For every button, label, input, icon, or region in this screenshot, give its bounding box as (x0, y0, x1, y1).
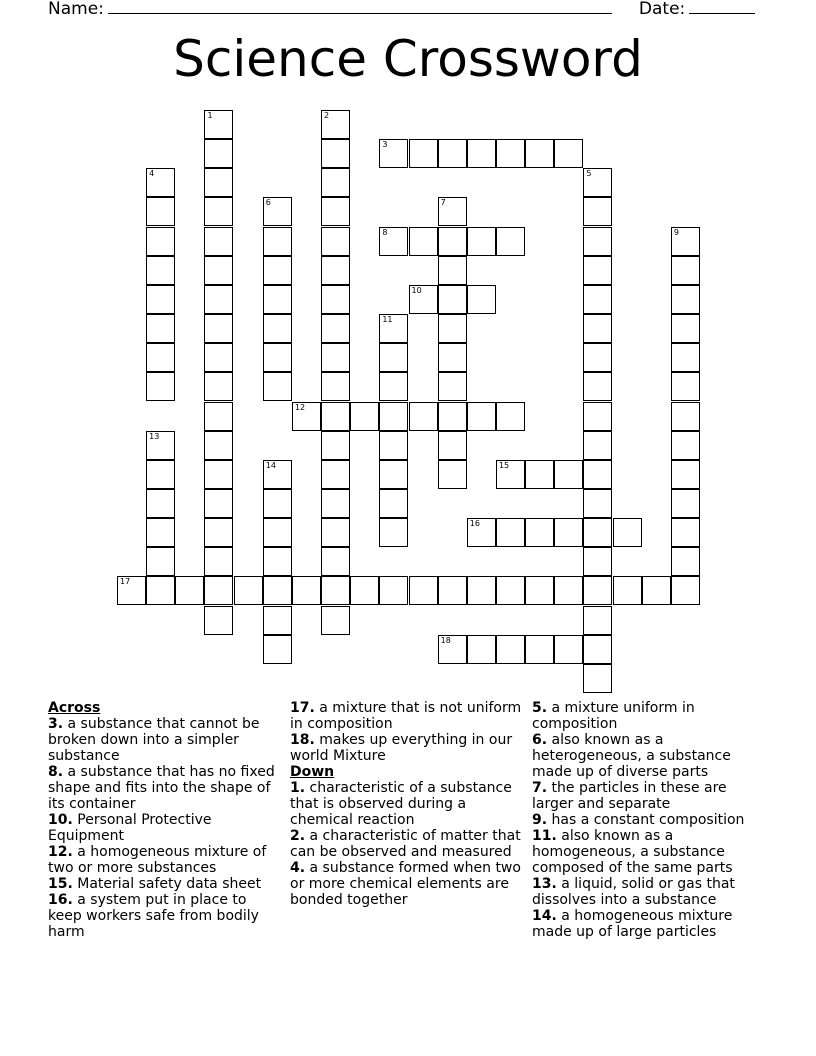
crossword-cell[interactable] (583, 372, 612, 401)
crossword-cell[interactable] (671, 431, 700, 460)
crossword-cell[interactable] (204, 460, 233, 489)
crossword-cell[interactable] (204, 431, 233, 460)
cell-number: 9 (673, 227, 679, 237)
crossword-cell[interactable] (321, 227, 350, 256)
crossword-cell[interactable] (467, 576, 496, 605)
crossword-cell[interactable] (146, 431, 175, 460)
crossword-cell[interactable] (583, 635, 612, 664)
crossword-cell[interactable] (146, 168, 175, 197)
cell-number: 5 (586, 169, 592, 179)
crossword-cell[interactable] (438, 635, 467, 664)
crossword-cell[interactable] (379, 460, 408, 489)
clue-text: also known as a homogeneous, a substance composed of the same parts (532, 828, 733, 876)
crossword-cell[interactable] (467, 518, 496, 547)
crossword-cell[interactable] (525, 460, 554, 489)
crossword-cell[interactable] (204, 256, 233, 285)
clue-number: 5. (532, 700, 548, 716)
clue-number: 1. (290, 780, 306, 796)
clue-number: 6. (532, 732, 548, 748)
crossword-cell[interactable] (496, 402, 525, 431)
cell-number: 12 (294, 402, 306, 412)
crossword-cell[interactable] (175, 576, 204, 605)
crossword-cell[interactable] (467, 227, 496, 256)
clue-number: 17. (290, 700, 315, 716)
clue-number: 12. (48, 844, 73, 860)
crossword-cell[interactable] (117, 576, 146, 605)
crossword-cell[interactable] (525, 576, 554, 605)
crossword-cell[interactable] (671, 256, 700, 285)
clue-number: 11. (532, 828, 557, 844)
clue-text: a mixture that is not uniform in composition (290, 700, 522, 732)
crossword-cell[interactable] (379, 372, 408, 401)
clue-item (532, 812, 762, 828)
crossword-cell[interactable] (409, 227, 438, 256)
clue-text: has a constant composition (547, 812, 745, 828)
crossword-cell[interactable] (321, 431, 350, 460)
crossword-cell[interactable] (583, 256, 612, 285)
crossword-cell[interactable] (554, 576, 583, 605)
cell-number: 8 (382, 227, 388, 237)
cell-number: 13 (149, 431, 160, 441)
cell-number: 18 (440, 635, 451, 645)
crossword-cell[interactable] (379, 314, 408, 343)
clue-number: 2. (290, 828, 306, 844)
crossword-cell[interactable] (438, 197, 467, 226)
crossword-cell[interactable] (204, 372, 233, 401)
clue-number: 13. (532, 876, 557, 892)
crossword-cell[interactable] (409, 285, 438, 314)
crossword-cell[interactable] (438, 285, 467, 314)
crossword-cell[interactable] (321, 372, 350, 401)
crossword-cell[interactable] (671, 285, 700, 314)
crossword-cell[interactable] (438, 372, 467, 401)
clue-item (532, 908, 762, 940)
crossword-cell[interactable] (379, 402, 408, 431)
crossword-cell[interactable] (379, 227, 408, 256)
crossword-cell[interactable] (146, 460, 175, 489)
date-label: Date: (638, 0, 686, 19)
crossword-cell[interactable] (438, 402, 467, 431)
crossword-cell[interactable] (583, 197, 612, 226)
crossword-cell[interactable] (146, 285, 175, 314)
crossword-cell[interactable] (467, 402, 496, 431)
crossword-cell[interactable] (525, 139, 554, 168)
clue-text: a system put in place to keep workers safe from bodily harm (48, 892, 259, 940)
crossword-cell[interactable] (204, 168, 233, 197)
down-heading: Down (290, 764, 335, 780)
clue-text: also known as a heterogeneous, a substance made up of diverse parts (532, 732, 731, 780)
crossword-cell[interactable] (496, 139, 525, 168)
crossword-cell[interactable] (671, 372, 700, 401)
cell-number: 3 (382, 140, 388, 150)
crossword-cell[interactable] (438, 343, 467, 372)
crossword-cell[interactable] (671, 314, 700, 343)
crossword-cell[interactable] (583, 227, 612, 256)
cell-number: 17 (120, 577, 131, 587)
crossword-cell[interactable] (263, 635, 292, 664)
clues-column-2 (290, 700, 522, 908)
crossword-cell[interactable] (583, 402, 612, 431)
crossword-cell[interactable] (146, 576, 175, 605)
crossword-cell[interactable] (379, 343, 408, 372)
crossword-cell[interactable] (496, 635, 525, 664)
crossword-cell[interactable] (321, 547, 350, 576)
crossword-cell[interactable] (263, 256, 292, 285)
crossword-cell[interactable] (496, 518, 525, 547)
clue-item (290, 828, 522, 860)
clue-number: 16. (48, 892, 73, 908)
clue-text: the particles in these are larger and separate (532, 780, 727, 812)
crossword-cell[interactable] (409, 402, 438, 431)
crossword-cell[interactable] (321, 314, 350, 343)
clue-item (532, 700, 762, 732)
crossword-cell[interactable] (204, 343, 233, 372)
crossword-cell[interactable] (146, 489, 175, 518)
crossword-cell[interactable] (613, 576, 642, 605)
crossword-cell[interactable] (321, 576, 350, 605)
crossword-cell[interactable] (204, 606, 233, 635)
crossword-cell[interactable] (379, 518, 408, 547)
crossword-cell[interactable] (263, 285, 292, 314)
crossword-cell[interactable] (321, 402, 350, 431)
crossword-cell[interactable] (204, 197, 233, 226)
crossword-cell[interactable] (350, 402, 379, 431)
crossword-cell[interactable] (554, 139, 583, 168)
crossword-cell[interactable] (204, 576, 233, 605)
clue-text: Material safety data sheet (72, 876, 262, 892)
crossword-cell[interactable] (583, 576, 612, 605)
clue-text: a substance that has no fixed shape and fits into the shape of its container (48, 764, 275, 812)
clue-number: 10. (48, 812, 73, 828)
crossword-cell[interactable] (438, 227, 467, 256)
crossword-cell[interactable] (234, 576, 263, 605)
clue-text: a homogeneous mixture of two or more substances (48, 844, 267, 876)
clue-text: a mixture uniform in composition (532, 700, 695, 732)
crossword-cell[interactable] (642, 576, 671, 605)
clue-item (290, 860, 522, 908)
clue-item (48, 844, 278, 876)
crossword-cell[interactable] (204, 489, 233, 518)
crossword-cell[interactable] (583, 460, 612, 489)
crossword-cell[interactable] (204, 227, 233, 256)
crossword-cell[interactable] (321, 606, 350, 635)
crossword-cell[interactable] (263, 197, 292, 226)
clue-item (48, 876, 278, 892)
clue-text: Personal Protective Equipment (48, 812, 212, 844)
crossword-cell[interactable] (379, 576, 408, 605)
clue-item (290, 700, 522, 732)
clue-text: a characteristic of matter that can be observed and measured (290, 828, 521, 860)
crossword-cell[interactable] (292, 576, 321, 605)
crossword-cell[interactable] (379, 431, 408, 460)
crossword-cell[interactable] (496, 460, 525, 489)
crossword-cell[interactable] (438, 460, 467, 489)
clue-item (48, 892, 278, 940)
clue-item (532, 780, 762, 812)
crossword-cell[interactable] (671, 547, 700, 576)
crossword-cell[interactable] (204, 314, 233, 343)
crossword-cell[interactable] (438, 139, 467, 168)
crossword-cell[interactable] (204, 518, 233, 547)
cell-number: 1 (207, 111, 213, 120)
crossword-cell[interactable] (146, 372, 175, 401)
clue-text: a liquid, solid or gas that dissolves into a substance (532, 876, 735, 908)
clue-item (532, 828, 762, 876)
clue-number: 9. (532, 812, 548, 828)
crossword-cell[interactable] (263, 547, 292, 576)
crossword-cell[interactable] (321, 518, 350, 547)
clue-item (290, 732, 522, 764)
crossword-cell[interactable] (671, 576, 700, 605)
clue-number: 3. (48, 716, 64, 732)
crossword-cell[interactable] (583, 285, 612, 314)
crossword-cell[interactable] (583, 314, 612, 343)
clue-number: 7. (532, 780, 548, 796)
crossword-cell[interactable] (554, 460, 583, 489)
crossword-cell[interactable] (438, 256, 467, 285)
crossword-cell[interactable] (583, 431, 612, 460)
crossword-cell[interactable] (321, 343, 350, 372)
clue-text: a homogeneous mixture made up of large particles (532, 908, 733, 940)
crossword-cell[interactable] (146, 314, 175, 343)
crossword-cell[interactable] (438, 314, 467, 343)
clue-item (532, 732, 762, 780)
clue-item (290, 780, 522, 828)
clue-text: makes up everything in our world Mixture (290, 732, 513, 764)
crossword-cell[interactable] (263, 314, 292, 343)
crossword-cell[interactable] (204, 285, 233, 314)
clue-number: 8. (48, 764, 64, 780)
crossword-cell[interactable] (496, 227, 525, 256)
crossword-cell[interactable] (671, 460, 700, 489)
crossword-cell[interactable] (583, 606, 612, 635)
crossword-cell[interactable] (263, 489, 292, 518)
crossword-cell[interactable] (613, 518, 642, 547)
crossword-cell[interactable] (263, 227, 292, 256)
crossword-cell[interactable] (204, 139, 233, 168)
clues-column-1 (48, 700, 278, 940)
crossword-cell[interactable] (467, 139, 496, 168)
clues-column-3 (532, 700, 762, 940)
crossword-cell[interactable] (671, 489, 700, 518)
clue-number: 4. (290, 860, 306, 876)
crossword-cell[interactable] (409, 139, 438, 168)
cell-number: 6 (265, 198, 271, 208)
cell-number: 10 (411, 285, 422, 295)
crossword-cell[interactable] (292, 402, 321, 431)
cell-number: 11 (382, 315, 393, 325)
crossword-cell[interactable] (263, 518, 292, 547)
crossword-cell[interactable] (321, 256, 350, 285)
crossword-cell[interactable] (671, 518, 700, 547)
clue-item (48, 764, 278, 812)
crossword-cell[interactable] (321, 285, 350, 314)
crossword-cell[interactable] (204, 402, 233, 431)
crossword-cell[interactable] (146, 256, 175, 285)
crossword-cell[interactable] (146, 518, 175, 547)
clue-number: 14. (532, 908, 557, 924)
crossword-cell[interactable] (525, 518, 554, 547)
crossword-cell[interactable] (496, 576, 525, 605)
crossword-cell[interactable] (263, 460, 292, 489)
crossword-cell[interactable] (263, 372, 292, 401)
crossword-cell[interactable] (263, 343, 292, 372)
crossword-cell[interactable] (583, 343, 612, 372)
clue-number: 15. (48, 876, 73, 892)
crossword-cell[interactable] (263, 576, 292, 605)
crossword-cell[interactable] (583, 168, 612, 197)
crossword-cell[interactable] (671, 343, 700, 372)
crossword-cell[interactable] (146, 227, 175, 256)
crossword-cell[interactable] (554, 518, 583, 547)
cell-number: 7 (440, 198, 446, 208)
page-title: Science Crossword (173, 30, 643, 88)
crossword-cell[interactable] (438, 576, 467, 605)
clue-text: characteristic of a substance that is observed during a chemical reaction (290, 780, 512, 828)
crossword-cell[interactable] (321, 139, 350, 168)
crossword-cell[interactable] (146, 197, 175, 226)
clue-item (532, 876, 762, 908)
crossword-cell[interactable] (204, 547, 233, 576)
crossword-cell[interactable] (583, 518, 612, 547)
crossword-cell[interactable] (321, 460, 350, 489)
cell-number: 16 (469, 519, 480, 529)
crossword-cell[interactable] (321, 168, 350, 197)
crossword-cell[interactable] (379, 139, 408, 168)
crossword-cell[interactable] (438, 431, 467, 460)
crossword-cell[interactable] (671, 402, 700, 431)
crossword-cell[interactable] (409, 576, 438, 605)
clue-number: 18. (290, 732, 315, 748)
crossword-cell[interactable] (467, 635, 496, 664)
crossword-cell[interactable] (525, 635, 554, 664)
cell-number: 2 (324, 111, 330, 120)
crossword-cell[interactable] (263, 606, 292, 635)
across-heading: Across (48, 700, 101, 716)
cell-number: 4 (149, 169, 155, 179)
crossword-cell[interactable] (321, 489, 350, 518)
clue-item (48, 716, 278, 764)
name-label: Name: (48, 0, 104, 19)
crossword-cell[interactable] (379, 489, 408, 518)
cell-number: 14 (265, 460, 276, 470)
crossword-cell[interactable] (583, 547, 612, 576)
clue-text: a substance that cannot be broken down into a simpler substance (48, 716, 260, 764)
crossword-cell[interactable] (583, 664, 612, 693)
crossword-cell[interactable] (321, 197, 350, 226)
crossword-cell[interactable] (583, 489, 612, 518)
crossword-cell[interactable] (146, 547, 175, 576)
clue-item (48, 812, 278, 844)
crossword-cell[interactable] (350, 576, 379, 605)
clue-text: a substance formed when two or more chemical elements are bonded together (290, 860, 521, 908)
crossword-cell[interactable] (204, 110, 233, 139)
crossword-cell[interactable] (467, 285, 496, 314)
crossword-cell[interactable] (146, 343, 175, 372)
crossword-cell[interactable] (671, 227, 700, 256)
crossword-cell[interactable] (554, 635, 583, 664)
cell-number: 15 (498, 460, 510, 470)
crossword-cell[interactable] (321, 110, 350, 139)
